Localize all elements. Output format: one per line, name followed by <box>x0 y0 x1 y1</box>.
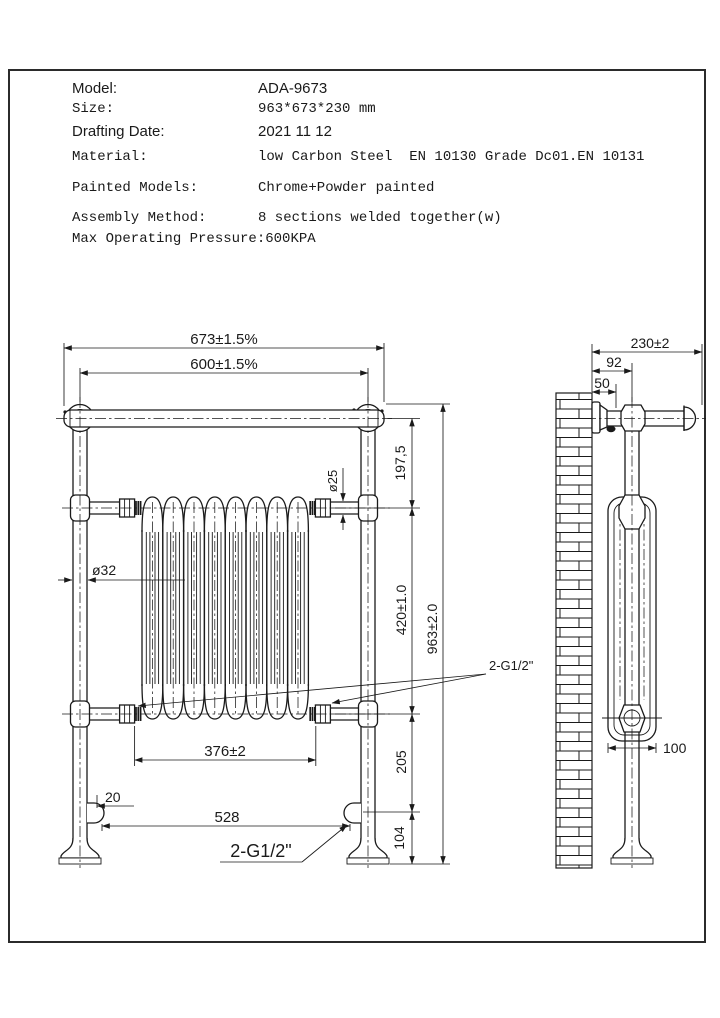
dim-valve-offset: 20 <box>105 789 121 805</box>
right-valve <box>344 803 361 823</box>
dim-wall-to-bracket: 50 <box>594 375 610 391</box>
info-table <box>72 80 672 247</box>
info-value: Chrome+Powder painted <box>258 180 435 196</box>
info-row-size <box>72 101 672 117</box>
label-bottom-connections: 2-G1/2" <box>230 841 292 861</box>
bracket-screw <box>607 426 616 432</box>
info-label: Model: <box>72 80 118 97</box>
info-value: 2021 11 12 <box>258 123 332 140</box>
info-row-material <box>72 149 672 165</box>
wall-bracket <box>592 402 600 433</box>
info-row-assembly-method <box>72 210 672 226</box>
info-value: 963*673*230 mm <box>258 101 376 117</box>
info-label: Max Operating Pressure: <box>72 231 266 247</box>
info-value: ADA-9673 <box>258 80 328 97</box>
radiator-core <box>142 497 308 719</box>
info-value: 600KPA <box>265 231 316 247</box>
info-value: low Carbon Steel EN 10130 Grade Dc01.EN 10131 <box>258 149 645 165</box>
wall-section <box>556 393 592 868</box>
dim-valve-span: 528 <box>214 809 240 826</box>
info-label: Assembly Method: <box>72 210 207 226</box>
dim-connector-diameter: ø25 <box>325 469 340 493</box>
side-view <box>556 393 706 868</box>
dim-radiator-width: 376±2 <box>204 743 246 760</box>
info-label: Painted Models: <box>72 180 199 196</box>
info-row-drafting-date <box>72 123 672 140</box>
dim-center-width: 600±1.5% <box>190 356 258 373</box>
info-row-model <box>72 80 672 97</box>
info-row-max-pressure <box>72 231 672 247</box>
dim-section-depth: 100 <box>663 740 687 756</box>
side-tee-joint <box>621 405 645 431</box>
dim-depth: 230±2 <box>630 335 670 351</box>
dim-outer-width: 673±1.5% <box>190 331 258 348</box>
info-label: Drafting Date: <box>72 123 165 140</box>
dim-overall-height: 963±2.0 <box>424 603 440 655</box>
label-side-connections: 2-G1/2" <box>489 658 534 673</box>
dim-wall-to-pipe: 92 <box>606 354 622 370</box>
info-value: 8 sections welded together(w) <box>258 210 502 226</box>
info-label: Material: <box>72 149 148 165</box>
info-row-painted-models <box>72 180 672 196</box>
dim-pipe-diameter: ø32 <box>92 562 117 578</box>
dim-radiator-to-valve: 205 <box>393 750 409 774</box>
dim-valve-to-floor: 104 <box>391 826 407 850</box>
dim-radiator-height: 420±1.0 <box>393 584 409 636</box>
info-label: Size: <box>72 101 115 117</box>
dim-rail-to-radiator: 197,5 <box>392 445 408 481</box>
